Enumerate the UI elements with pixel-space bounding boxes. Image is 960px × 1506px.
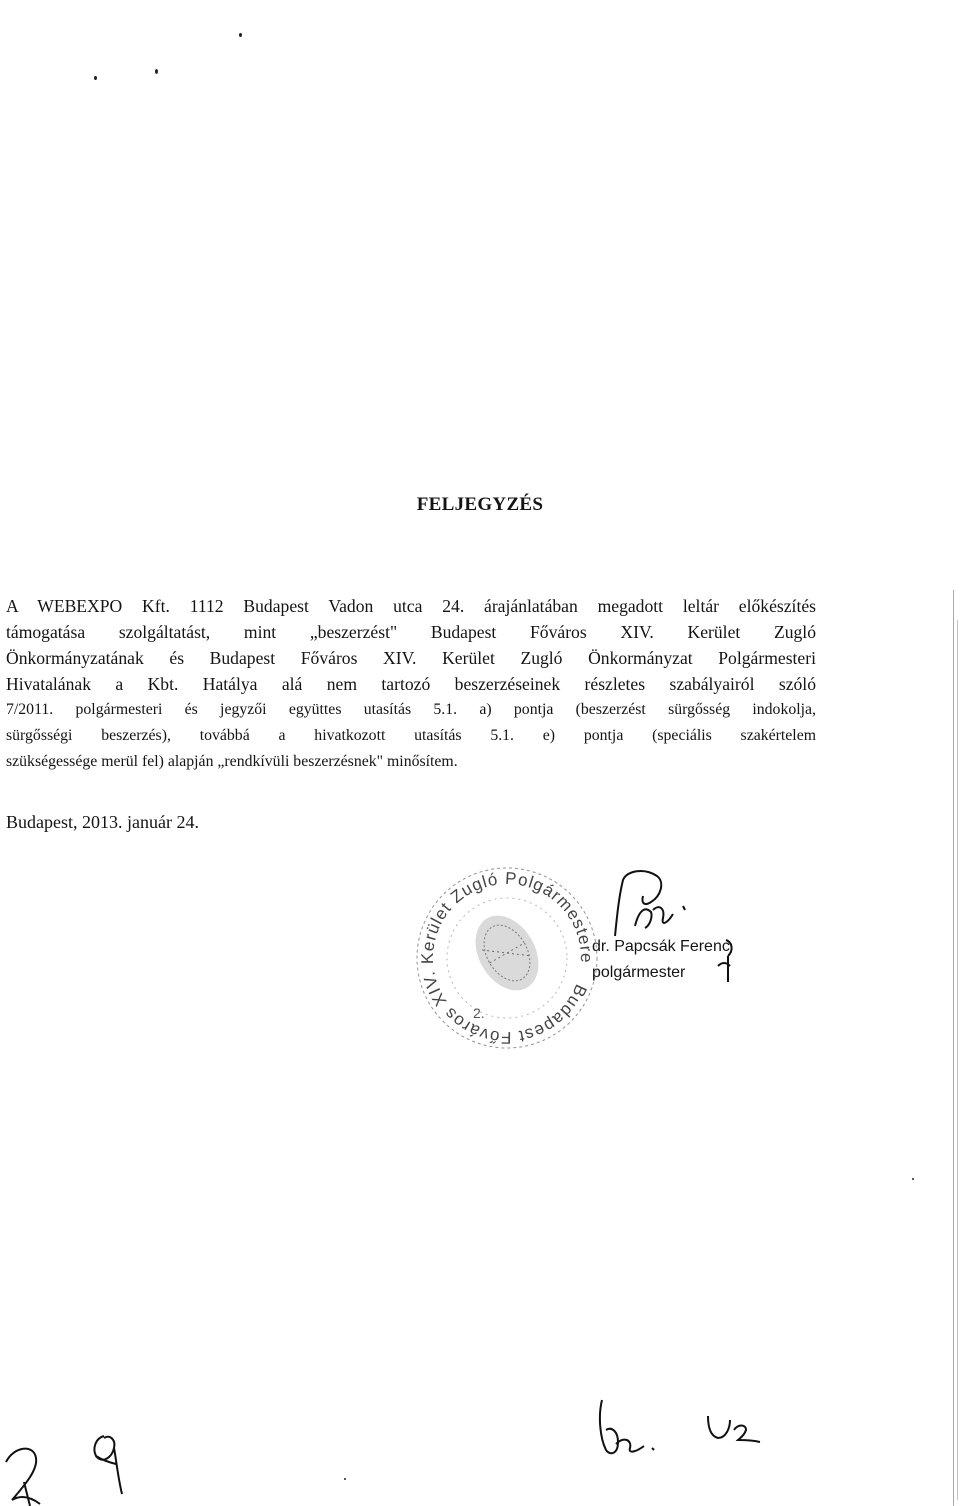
scan-speck — [94, 76, 97, 80]
document-body — [6, 593, 816, 775]
body-line-1: A WEBEXPO Kft. 1112 Budapest Vadon utca 24. árajánlatában megadott leltár előkészítés — [6, 596, 816, 616]
scan-speck — [239, 33, 242, 37]
body-line-3: Önkormányzatának és Budapest Főváros XIV. Kerület Zugló Önkormányzat Polgármesteri — [6, 648, 816, 668]
scan-edge-line — [953, 590, 954, 1506]
official-stamp — [407, 858, 607, 1058]
svg-text:Budapest Főváros XIV. Kerület: Budapest Főváros XIV. Kerület Zugló Polgármestere — [417, 868, 597, 1048]
initials-bottom-right-1 — [592, 1396, 672, 1456]
signatory-name: dr. Papcsák Ferenc — [592, 938, 730, 955]
body-line-4: Hivatalának a Kbt. Hatálya alá nem tartozó beszerzéseinek részletes szabályairól szóló — [6, 674, 816, 694]
signatory-position: polgármester — [592, 964, 686, 981]
scan-speck — [155, 69, 158, 74]
initials-bottom-mid — [86, 1428, 146, 1498]
signature-block — [592, 934, 730, 986]
body-line-2: támogatása szolgáltatást, mint „beszerzést" Budapest Főváros XIV. Kerület Zugló — [6, 622, 816, 642]
body-line-7: szükségessége merül fel) alapján „rendkívüli beszerzésnek" minősítem. — [6, 753, 458, 770]
date-line: Budapest, 2013. január 24. — [6, 812, 199, 832]
signature-flourish — [712, 936, 742, 986]
document-title: FELJEGYZÉS — [416, 494, 544, 515]
initials-bottom-right-2 — [704, 1410, 774, 1450]
scan-speck — [344, 1478, 346, 1480]
scan-speck — [912, 1178, 914, 1180]
body-line-6: sürgősségi beszerzés), továbbá a hivatkozott utasítás 5.1. e) pontja (speciális szakértelem — [6, 727, 816, 744]
coat-of-arms-icon — [463, 904, 551, 1001]
scan-edge-line — [957, 620, 958, 1500]
body-line-5: 7/2011. polgármesteri és jegyzői együttes utasítás 5.1. a) pontja (beszerzést sürgősség indokolja, — [6, 701, 816, 718]
svg-text:2.: 2. — [473, 1005, 485, 1021]
initials-bottom-left — [0, 1436, 80, 1506]
